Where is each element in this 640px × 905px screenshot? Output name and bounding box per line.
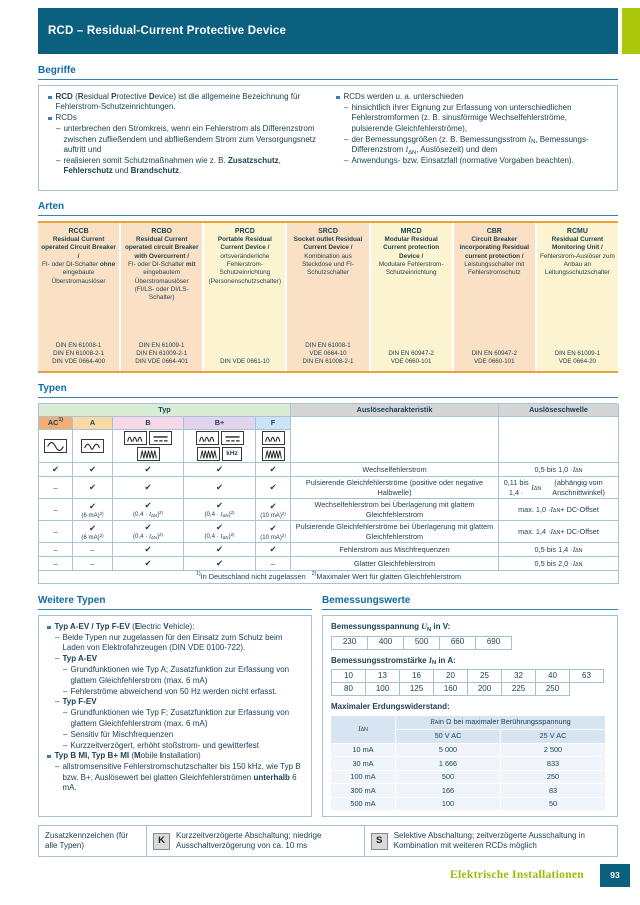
page-number-box: 93 [600, 864, 630, 887]
symbol-row [262, 431, 285, 445]
typen-mark-cell [73, 499, 113, 521]
arten-english-name: Residual Current Monitoring Unit / [551, 236, 604, 252]
symbol-row [196, 431, 244, 445]
bemessungswerte-box [322, 615, 618, 817]
arten-abbr: SRCD [318, 228, 338, 235]
value-cell: 16 [400, 670, 434, 683]
earth-value-cell: 500 [396, 771, 500, 784]
current-values-table [331, 669, 604, 696]
mark-note: $(0,4 \cdot I_{\Delta N})^{2)}$ [133, 510, 163, 519]
typen-mark-cell [256, 463, 291, 477]
weitere-typen-box [38, 615, 312, 817]
list-item-text: Beide Typen nur zugelassen für den Einsatz zum Schutz beim Laden von Elektrofahrzeugen (DIN VDE 0100-722). [62, 633, 283, 653]
typen-mark-cell [39, 543, 73, 557]
typen-mark-cell [256, 499, 291, 521]
value-cell: 690 [476, 637, 512, 650]
checkmark-icon: ✔ [88, 464, 97, 474]
arten-standards [555, 346, 600, 366]
begriffe-right-column [336, 92, 608, 184]
list-item [47, 697, 303, 707]
standard-ref: DIN EN 61008-1 [55, 341, 102, 349]
bemessungswerte-heading: Bemessungswerte [322, 594, 618, 610]
list-item-text: Grundfunktionen wie Typ A; Zusatzfunktion zur Erfassung von glattem Gleichfehlerstrom (max. 6 mA) [70, 665, 290, 685]
typen-mark-cell [113, 499, 184, 521]
arten-english-name: Portable Residual Current Device / [217, 236, 272, 252]
list-item-text: realisieren somit Schutzmaßnahmen wie z. B. Zusatzschutz, Fehlerschutz und Brandschutz. [63, 155, 281, 176]
dash-mark: – [90, 558, 95, 568]
arten-abbr: RCBO [151, 228, 173, 235]
standard-ref: DIN EN 61009-2-1 [136, 349, 188, 357]
list-item-text: Typ F-EV [62, 697, 97, 707]
list-item [47, 741, 303, 751]
typen-mark-cell [113, 477, 184, 499]
dash-bullet-icon: – [55, 633, 60, 643]
standard-ref: VDE 0664-10 [309, 349, 347, 357]
s-segment [364, 826, 617, 856]
earth-value-cell: 5 000 [396, 744, 500, 757]
symbol-row [197, 447, 242, 461]
begriffe-left-column [48, 92, 320, 184]
arten-german-description: FI- oder DI-Schalter ohne eingebaute Überstromauslöser [41, 261, 116, 285]
arten-standards [135, 338, 188, 366]
value-cell: 660 [440, 637, 476, 650]
list-item [47, 762, 303, 793]
arten-standards [220, 354, 270, 366]
earth-span-header: R $_A$ in Ω bei maximaler Berührungsspannung [396, 716, 605, 729]
value-cell: 200 [468, 683, 502, 696]
list-item [47, 730, 303, 740]
arten-column-prcd [204, 223, 285, 371]
list-item-text: Grundfunktionen wie Typ F; Zusatzfunktion zur Erfassung von glattem Gleichfehlerstrom (max. 6 mA) [70, 708, 290, 728]
high-frequency-wave-icon [137, 447, 160, 461]
list-item [336, 156, 608, 166]
arten-german-description: Leistungsschalter mit Fehlerstromschutz [464, 261, 525, 277]
arten-standards [303, 338, 354, 366]
symbol-row [262, 447, 285, 461]
weitere-typen-section [38, 594, 312, 817]
standard-ref: DIN VDE 0664-400 [52, 357, 106, 365]
earth-value-cell: 2 500 [501, 744, 605, 757]
characteristic-cell: Wechselfehlerstrom [291, 463, 499, 477]
dash-mark: – [53, 526, 58, 536]
threshold-cell: 0,5 bis 2,0 · I $_{\Delta N}$ [499, 557, 619, 571]
threshold-cell: 0,5 bis 1,4 · I $_{\Delta N}$ [499, 543, 619, 557]
typen-mark-cell [73, 477, 113, 499]
checkmark-icon: ✔ [215, 558, 224, 569]
lower-two-columns [38, 594, 618, 817]
list-item-text: hinsichtlich ihrer Eignung zur Erfassung von unterschiedlichen Fehlerstromformen (z. B. sinusförmige Wechselfehlerströme, pulsierende Gleichfehlerströme), [351, 102, 572, 133]
threshold-cell: 0,5 bis 1,0 · I $_{\Delta N}$ [499, 463, 619, 477]
sine-half-wave-icon [81, 439, 104, 453]
pulsating-dc-wave-icon [196, 431, 219, 445]
s-text: Selektive Abschaltung; zeitverzögerte Ausschaltung in Kombination mit weiteren RCDs möglich [393, 830, 585, 851]
bemessungswerte-section [322, 594, 618, 817]
list-item-text: allstromsensitive Fehlerstromschutzschalter bis 150 kHz, wie Typ B bzw. B+; Auslösewert bei glatten Gleichfehlerströmen unterhalb 6 mA. [62, 762, 301, 793]
begriffe-heading: Begriffe [38, 64, 618, 80]
square-bullet-icon [47, 755, 51, 759]
arten-heading: Arten [38, 200, 618, 216]
smooth-dc-icon [221, 431, 244, 445]
checkmark-icon: ✔ [269, 482, 277, 492]
typen-mark-cell [256, 543, 291, 557]
arten-standards [52, 338, 105, 366]
value-cell: 20 [434, 670, 468, 683]
checkmark-icon: ✔ [144, 522, 152, 533]
typen-mark-cell [184, 463, 256, 477]
footer-book-title: Elektrische Installationen [450, 869, 584, 882]
mark-note: (10 mA)$^{2)}$ [260, 532, 286, 541]
typen-mark-cell [184, 499, 256, 521]
earth-value-cell: 10 mA [331, 744, 395, 757]
list-item [48, 92, 320, 113]
mark-note: (6 mA)$^{2)}$ [81, 532, 104, 541]
arten-column-mrcd [371, 223, 452, 371]
list-item-text: Anwendungs- bzw. Einsatzfall (normative Vorgaben beachten). [351, 156, 574, 166]
value-cell: 400 [368, 637, 404, 650]
typen-mark-cell [256, 521, 291, 543]
arten-standards [388, 346, 433, 366]
dash-bullet-icon: – [55, 654, 60, 664]
list-item [336, 103, 608, 134]
checkmark-icon: ✔ [269, 544, 277, 555]
arten-german-description: ortsveränderliche Fehlerstrom-Schutzeinrichtung (Personenschutzschalter) [208, 252, 282, 285]
type-label-ac: AC $^{1)}$ [39, 417, 73, 430]
mark-note: $(0,4 \cdot I_{\Delta N})^{2)}$ [204, 510, 235, 519]
arten-english-name: Residual Current operated circuit Breaker with Overcurrent / [124, 236, 199, 260]
standard-ref: DIN EN 61008-2-1 [302, 357, 354, 365]
dash-bullet-icon: – [63, 665, 68, 675]
dash-mark: – [90, 544, 95, 554]
pulsating-dc-wave-icon [262, 431, 285, 445]
type-label-b: B [113, 417, 184, 430]
value-cell: 10 [332, 670, 366, 683]
arten-abbr: MRCD [400, 228, 422, 235]
arten-column-rccb [38, 223, 119, 371]
arten-column-cbr [454, 223, 535, 371]
list-item [48, 124, 320, 155]
typen-mark-cell [113, 463, 184, 477]
threshold-cell: max. 1,0 · I $_{\Delta N}$ + DC-Offset [499, 499, 619, 521]
list-item [47, 708, 303, 729]
standard-ref: DIN EN 61009-1 [554, 349, 601, 357]
voltage-values-table [331, 636, 512, 650]
type-symbols-f [256, 430, 291, 463]
standard-ref: DIN EN 61008-2-1 [53, 349, 105, 357]
typen-mark-cell [73, 543, 113, 557]
typen-mark-cell [184, 521, 256, 543]
earth-value-cell: 833 [501, 757, 605, 770]
earth-value-cell: 166 [396, 784, 500, 797]
arten-abbr: RCCB [68, 228, 89, 235]
arten-english-name: Socket outlet Residual Current Device / [293, 236, 363, 252]
checkmark-icon: ✔ [88, 500, 97, 511]
dash-mark: – [53, 482, 58, 492]
list-item [48, 113, 320, 123]
weitere-typen-heading: Weitere Typen [38, 594, 312, 610]
dash-mark: – [53, 558, 58, 568]
checkmark-icon: ✔ [269, 522, 277, 533]
empty-cell [291, 417, 499, 463]
dash-bullet-icon: – [63, 686, 68, 696]
k-segment [147, 826, 364, 856]
current-label: Bemessungsstromstärke $I_N$ in A: [331, 655, 456, 667]
list-item [47, 687, 303, 697]
khz-icon: kHz [222, 447, 242, 461]
list-item [336, 92, 608, 102]
checkmark-icon: ✔ [144, 500, 152, 511]
value-cell: 125 [400, 683, 434, 696]
earth-value-cell: 100 mA [331, 771, 395, 784]
typen-mark-cell [73, 557, 113, 571]
arten-german-description: Modulare Fehlerstrom-Schutzeinrichtung [378, 261, 444, 277]
earth-value-cell: 500 mA [331, 798, 395, 811]
typen-table [38, 403, 618, 584]
value-cell: 13 [366, 670, 400, 683]
list-item-text: Fehlerströme abweichend von 50 Hz werden nicht erfasst. [70, 686, 277, 696]
dash-bullet-icon: – [56, 155, 61, 165]
empty-cell [499, 417, 619, 463]
typen-mark-cell [113, 521, 184, 543]
standard-ref: VDE 0660-101 [473, 357, 515, 365]
arten-english-name: Circuit Breaker incorporating Residual current protection / [459, 236, 530, 260]
mark-note: (6 mA)$^{2)}$ [81, 510, 104, 519]
ausloesecharakteristik-header: Auslösecharakteristik [291, 404, 499, 417]
dash-bullet-icon: – [344, 102, 349, 112]
dash-bullet-icon: – [55, 697, 60, 707]
begriffe-box [38, 85, 618, 191]
symbol-row [44, 439, 67, 453]
square-bullet-icon [47, 626, 51, 630]
checkmark-icon: ✔ [215, 544, 224, 555]
dash-bullet-icon: – [344, 156, 349, 166]
typen-mark-cell [73, 463, 113, 477]
symbol-row [81, 439, 104, 453]
list-item [47, 654, 303, 664]
list-item [47, 665, 303, 686]
dash-bullet-icon: – [344, 134, 349, 144]
typen-heading: Typen [38, 382, 618, 398]
arten-table [38, 221, 618, 373]
list-item-text: Kurzzeitverzögert, erhöht stoßstrom- und gewitterfest [70, 740, 259, 750]
checkmark-icon: ✔ [51, 464, 60, 474]
checkmark-icon: ✔ [215, 482, 224, 492]
threshold-cell: 0,11 bis 1,4 · I $_{\Delta N}$ (abhängig vom Anschnittwinkel) [499, 477, 619, 499]
earth-value-cell: 50 [501, 798, 605, 811]
list-item-text: Typ B MI, Typ B+ MI (Mobile Installation) [54, 751, 201, 761]
earth-value-cell: 30 mA [331, 757, 395, 770]
value-cell: 40 [536, 670, 570, 683]
dash-mark: – [53, 544, 58, 554]
green-accent-bar [622, 8, 640, 54]
square-bullet-icon [48, 96, 52, 100]
square-bullet-icon [336, 96, 340, 100]
type-label-a: A [73, 417, 113, 430]
symbol-row [124, 431, 172, 445]
zusatz-strip [38, 825, 618, 857]
typen-mark-cell [113, 557, 184, 571]
dash-bullet-icon: – [63, 729, 68, 739]
k-badge: K [153, 833, 170, 850]
mark-note: (10 mA)$^{2)}$ [260, 510, 286, 519]
typ-group-header: Typ [39, 404, 291, 417]
list-item-text: Sensitiv für Mischfrequenzen [70, 729, 174, 739]
value-cell: 160 [434, 683, 468, 696]
earth-col1-header: I $_{\Delta N}$ [331, 716, 395, 743]
value-cell: 500 [404, 637, 440, 650]
pulsating-dc-wave-icon [124, 431, 147, 445]
typen-mark-cell [73, 521, 113, 543]
list-item-text: RCD (Residual Protective Device) ist die allgemeine Bezeichnung für Fehlerstrom-Schutzeinrichtungen. [55, 92, 301, 112]
type-symbols-b [113, 430, 184, 463]
value-cell: 63 [570, 670, 604, 683]
square-bullet-icon [48, 117, 52, 121]
earth-resistance-label: Maximaler Erdungswiderstand: [331, 702, 450, 712]
dash-bullet-icon: – [63, 708, 68, 718]
checkmark-icon: ✔ [88, 522, 97, 533]
characteristic-cell: Pulsierende Gleichfehlerströme bei Überlagerung mit glattem Gleichfehlerstrom [291, 521, 499, 543]
list-item-text: unterbrechen den Stromkreis, wenn ein Fehlerstrom als Differenzstrom zwischen zufließendem und abfließendem Strom zum Versorgungsnetz auftritt und [63, 124, 317, 154]
typen-mark-cell [39, 477, 73, 499]
type-symbols-bplus [184, 430, 256, 463]
high-frequency-wave-icon [262, 447, 285, 461]
high-frequency-wave-icon [197, 447, 220, 461]
mark-note: $(0,4 \cdot I_{\Delta N})^{2)}$ [204, 532, 235, 541]
value-cell: 250 [536, 683, 570, 696]
smooth-dc-icon [149, 431, 172, 445]
typen-mark-cell [39, 557, 73, 571]
arten-abbr: CBR [486, 228, 502, 235]
arten-column-srcd [287, 223, 368, 371]
checkmark-icon: ✔ [144, 558, 152, 569]
standard-ref: DIN VDE 0664-401 [135, 357, 189, 365]
list-item-text: Typ A-EV / Typ F-EV (Electric Vehicle): [54, 622, 195, 632]
arten-abbr: PRCD [234, 228, 255, 235]
earth-sub-header: 50 V AC [396, 730, 500, 743]
list-item-text: der Bemessungsgrößen (z. B. Bemessungsstrom $I_N$, Bemessungs-Differenzstrom $I_{\Delta N}$, Auslösezeit) und dem [351, 134, 589, 156]
dash-mark: – [270, 558, 276, 568]
arten-standards [472, 346, 517, 366]
arten-german-description: FI- oder DI-Schalter mit eingebautem Überstromauslöser (FI/LS- oder DI/LS-Schalter) [127, 261, 196, 302]
characteristic-cell: Wechselfehlerstrom bei Überlagerung mit glattem Gleichfehlerstrom [291, 499, 499, 521]
standard-ref: DIN EN 61009-1 [139, 341, 185, 349]
list-item [47, 633, 303, 654]
dash-mark: – [53, 504, 58, 514]
earth-value-cell: 250 [501, 771, 605, 784]
checkmark-icon: ✔ [269, 464, 277, 474]
checkmark-icon: ✔ [215, 522, 224, 533]
typen-mark-cell [39, 463, 73, 477]
characteristic-cell: Glatter Gleichfehlerstrom [291, 557, 499, 571]
typen-mark-cell [113, 543, 184, 557]
symbol-row [137, 447, 160, 461]
earth-value-cell: 83 [501, 784, 605, 797]
standard-ref: DIN EN 60947-2 [471, 349, 517, 357]
ausloeseschwelle-header: Auslöseschwelle [499, 404, 619, 417]
checkmark-icon: ✔ [144, 482, 152, 492]
dash-bullet-icon: – [55, 762, 60, 772]
empty-cell [570, 683, 604, 696]
arten-column-rcmu [537, 223, 618, 371]
earth-value-cell: 1 666 [396, 757, 500, 770]
list-item [47, 622, 303, 632]
typen-mark-cell [184, 477, 256, 499]
typen-mark-cell [184, 543, 256, 557]
standard-ref: VDE 0660-101 [390, 357, 432, 365]
list-item-text: RCDs werden u. a. unterschieden [343, 92, 464, 101]
mark-note: $(0,4 \cdot I_{\Delta N})^{2)}$ [133, 532, 163, 541]
arten-english-name: Residual Current operated Circuit Breaker / [41, 236, 116, 260]
characteristic-cell: Fehlerstrom aus Mischfrequenzen [291, 543, 499, 557]
list-item [47, 751, 303, 761]
characteristic-cell: Pulsierende Gleichfehlerströme (positive oder negative Halbwelle) [291, 477, 499, 499]
dash-bullet-icon: – [56, 124, 61, 134]
type-symbols-ac [39, 430, 73, 463]
arten-abbr: RCMU [566, 228, 588, 235]
value-cell: 100 [366, 683, 400, 696]
standard-ref: DIN EN 60947-2 [388, 349, 434, 357]
typen-mark-cell [184, 557, 256, 571]
page-header-bar [38, 8, 618, 54]
typen-mark-cell [256, 477, 291, 499]
list-item-text: RCDs [55, 113, 77, 123]
checkmark-icon: ✔ [215, 500, 224, 511]
list-item [48, 156, 320, 177]
checkmark-icon: ✔ [269, 500, 277, 511]
arten-german-description: Fehlerstrom-Auslöser zum Anbau an Leitungsschutzschalter [539, 252, 615, 277]
standard-ref: VDE 0664-20 [558, 357, 596, 365]
checkmark-icon: ✔ [215, 464, 224, 474]
arten-german-description: Kombination aus Steckdose und FI-Schutzschalter [302, 252, 354, 277]
typen-mark-cell [39, 521, 73, 543]
type-symbols-a [73, 430, 113, 463]
list-item [336, 135, 608, 156]
page-title: RCD – Residual-Current Protective Device [48, 24, 287, 37]
threshold-cell: max. 1,4 · I $_{\Delta N}$ + DC-Offset [499, 521, 619, 543]
page-content [38, 64, 618, 887]
type-label-f: F [256, 417, 291, 430]
standard-ref: DIN EN 61008-1 [305, 341, 351, 349]
value-cell: 225 [502, 683, 536, 696]
typen-mark-cell [256, 557, 291, 571]
standard-ref: DIN VDE 0661-10 [220, 357, 270, 365]
typen-mark-cell [39, 499, 73, 521]
sine-wave-icon [44, 439, 67, 453]
value-cell: 25 [468, 670, 502, 683]
checkmark-icon: ✔ [88, 482, 97, 492]
s-badge: S [371, 833, 388, 850]
earth-resistance-table [331, 716, 609, 811]
arten-column-rcbo [121, 223, 202, 371]
value-cell: 32 [502, 670, 536, 683]
value-cell: 80 [332, 683, 366, 696]
earth-value-cell: 100 [396, 798, 500, 811]
checkmark-icon: ✔ [144, 544, 152, 555]
typen-footnotes: $^{1)}$ In Deutschland nicht zugelassen $^{2)}$ Maximaler Wert für glatten Gleichfehlerstrom [39, 571, 619, 584]
list-item-text: Typ A-EV [62, 654, 98, 664]
type-label-bplus: B+ [184, 417, 256, 430]
dash-bullet-icon: – [63, 740, 68, 750]
k-text: Kurzzeitverzögerte Abschaltung; niedrige Ausschaltverzögerung von ca. 10 ms [176, 830, 322, 851]
earth-value-cell: 300 mA [331, 784, 395, 797]
zusatz-label: Zusatzkennzeichen (für alle Typen) [39, 826, 147, 856]
page-footer [38, 864, 618, 887]
arten-english-name: Modular Residual Current protection Device / [383, 236, 440, 260]
checkmark-icon: ✔ [144, 464, 152, 474]
value-cell: 230 [332, 637, 368, 650]
earth-sub-header: 25 V AC [501, 730, 605, 743]
voltage-label: Bemessungsspannung $U_N$ in V: [331, 622, 451, 633]
